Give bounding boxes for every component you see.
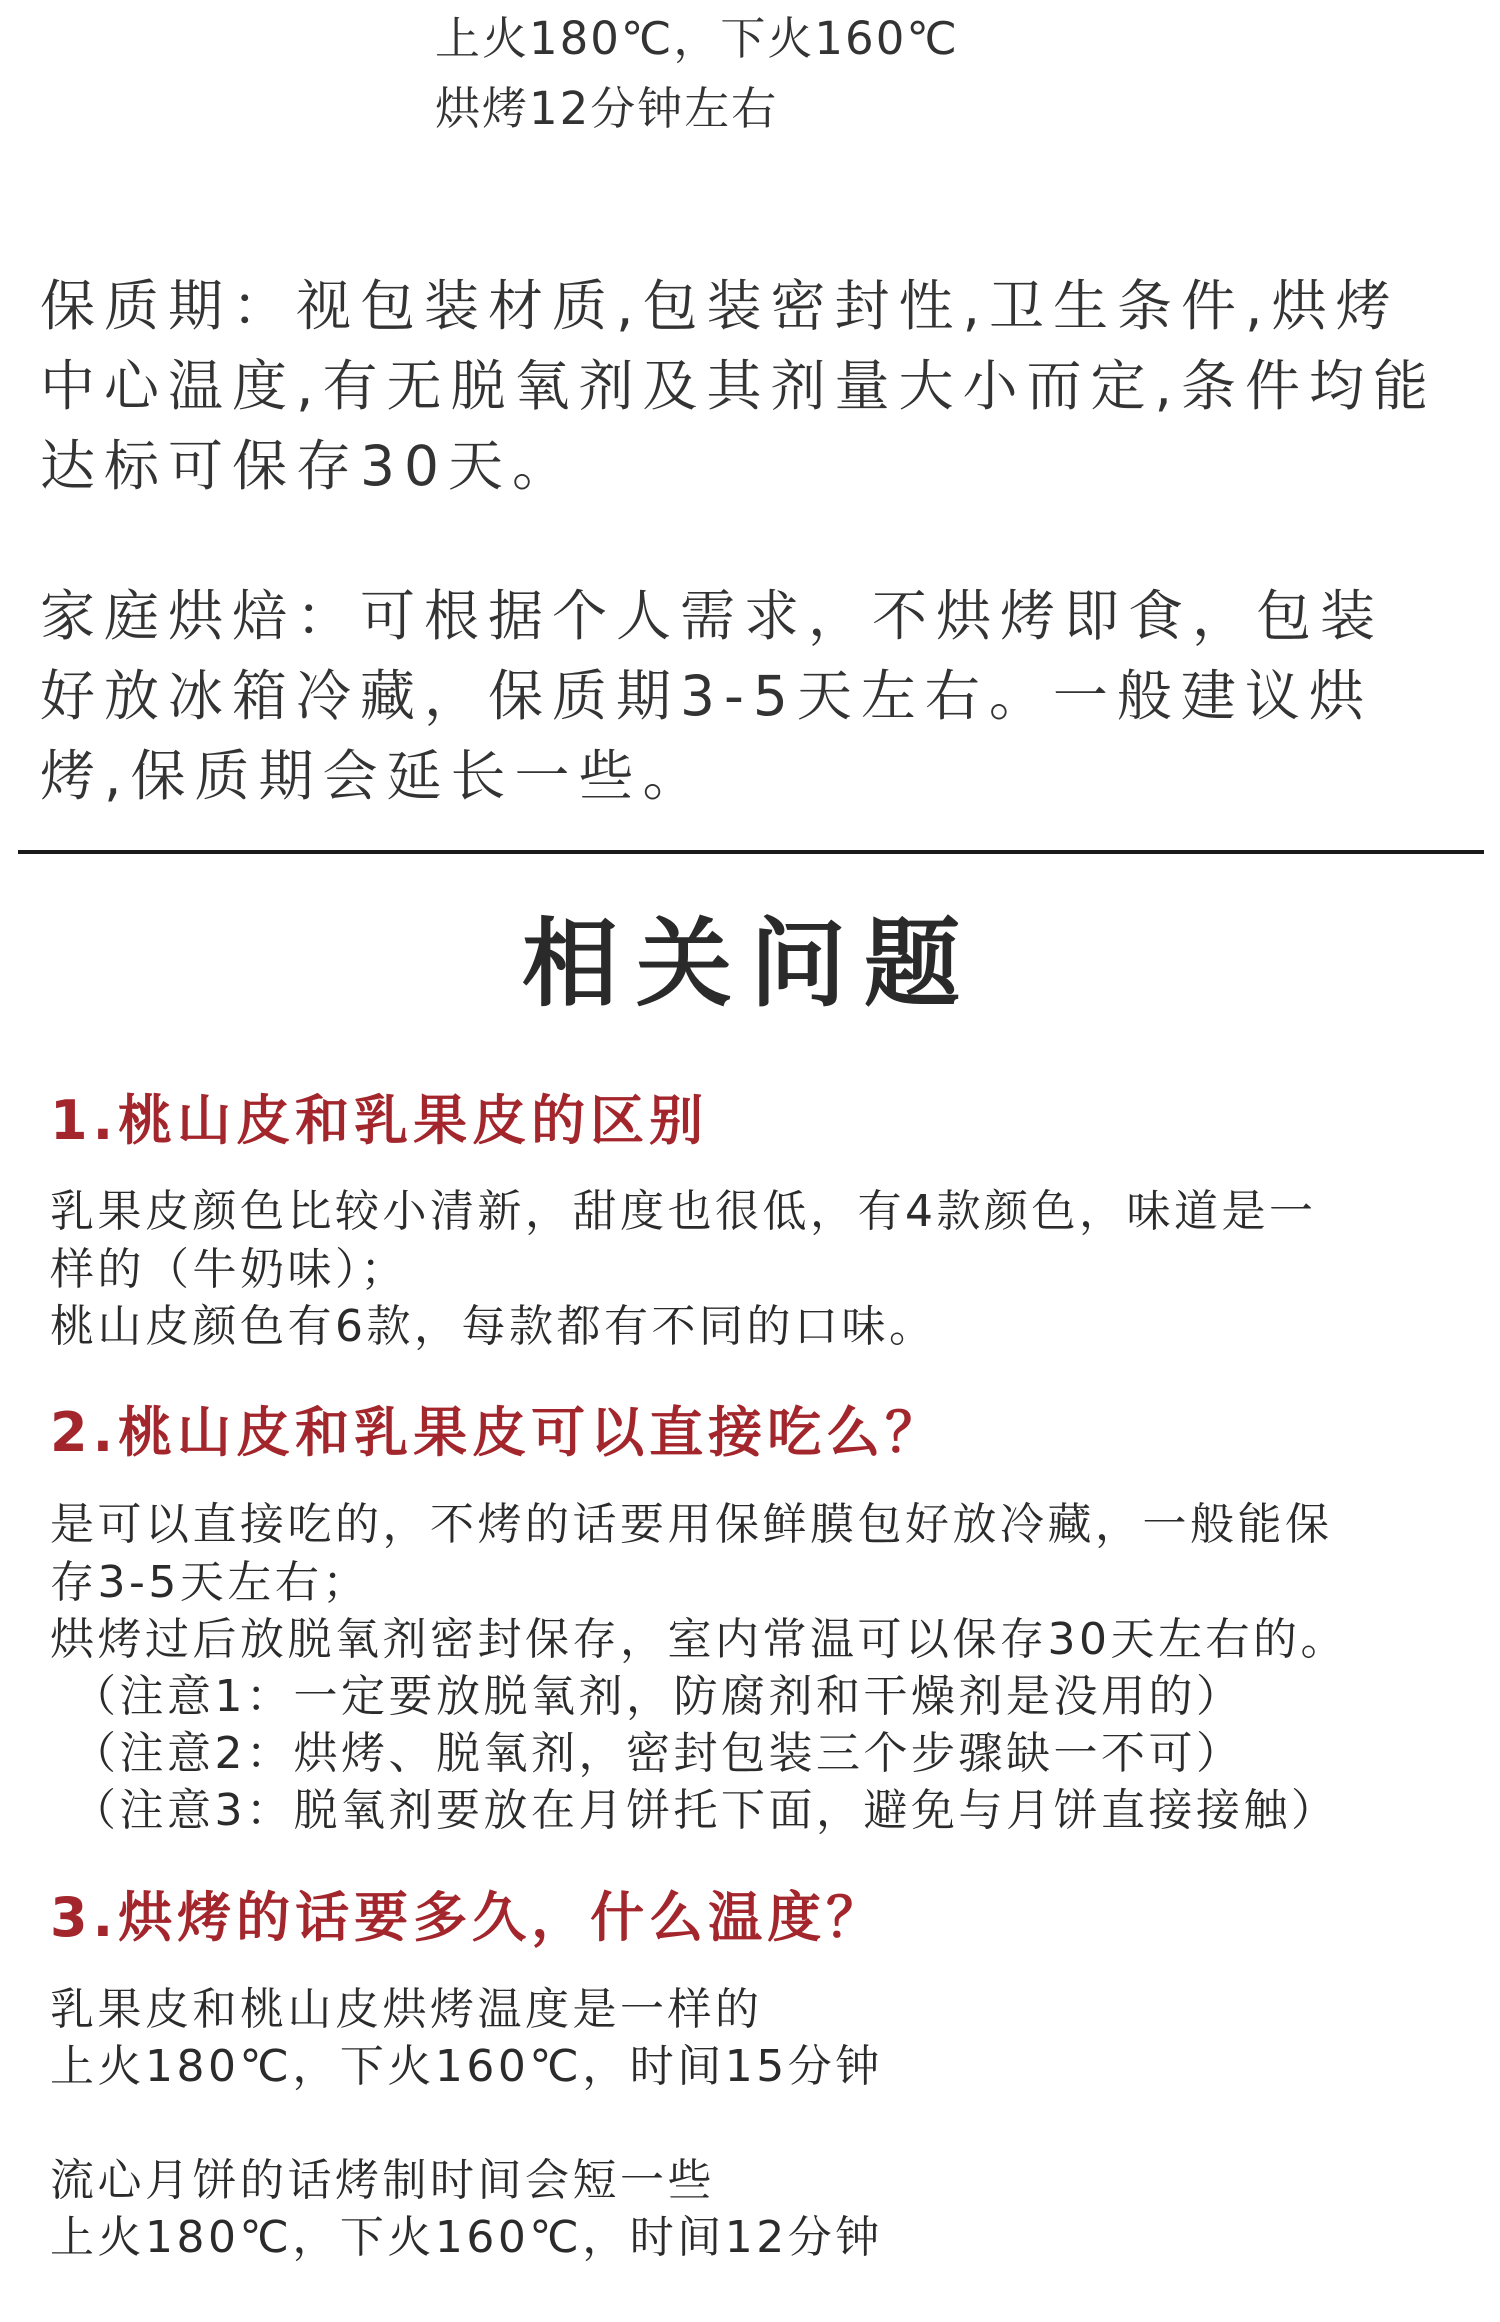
question-3-answer-line-4: 上火180℃，下火160℃，时间12分钟 [50,2212,883,2263]
question-3-answer-line-3: 流心月饼的话烤制时间会短一些 [50,2155,715,2206]
home-baking-line-1: 家庭烘焙：可根据个人需求，不烘烤即食，包装 [40,584,1385,648]
question-3-answer-line-2: 上火180℃，下火160℃，时间15分钟 [50,2041,883,2092]
question-2-note-2: （注意2：烘烤、脱氧剂，密封包装三个步骤缺一不可） [72,1728,1244,1779]
top-temperature-line: 上火180℃，下火160℃ [435,12,959,65]
section-title: 相关问题 [522,908,978,1020]
question-1-answer-line-3: 桃山皮颜色有6款，每款都有不同的口味。 [50,1301,937,1352]
shelf-life-line-2: 中心温度,有无脱氧剂及其剂量大小而定,条件均能 [40,354,1437,418]
question-1-answer-line-2: 样的（牛奶味）； [50,1244,408,1295]
question-2-note-1: （注意1：一定要放脱氧剂，防腐剂和干燥剂是没用的） [72,1671,1244,1722]
question-2-answer-line-2: 存3-5天左右； [50,1557,370,1608]
top-time-line: 烘烤12分钟左右 [435,82,779,135]
question-2-title: 2.桃山皮和乳果皮可以直接吃么？ [50,1401,945,1464]
shelf-life-line-3: 达标可保存30天。 [40,434,576,498]
question-3-answer-line-1: 乳果皮和桃山皮烘烤温度是一样的 [50,1984,763,2035]
home-baking-line-3: 烤,保质期会延长一些。 [40,744,707,808]
question-1-answer-line-1: 乳果皮颜色比较小清新，甜度也很低，有4款颜色，味道是一 [50,1186,1317,1237]
question-3-title: 3.烘烤的话要多久，什么温度？ [50,1886,886,1949]
question-2-answer-line-1: 是可以直接吃的，不烤的话要用保鲜膜包好放冷藏，一般能保 [50,1499,1333,1550]
question-2-note-3: （注意3：脱氧剂要放在月饼托下面，避免与月饼直接接触） [72,1785,1339,1836]
section-divider [18,850,1484,854]
home-baking-line-2: 好放冰箱冷藏，保质期3-5天左右。一般建议烘 [40,664,1373,728]
shelf-life-line-1: 保质期：视包装材质,包装密封性,卫生条件,烘烤 [40,274,1400,338]
question-2-answer-line-3: 烘烤过后放脱氧剂密封保存，室内常温可以保存30天左右的。 [50,1614,1348,1665]
question-1-title: 1.桃山皮和乳果皮的区别 [50,1089,709,1152]
